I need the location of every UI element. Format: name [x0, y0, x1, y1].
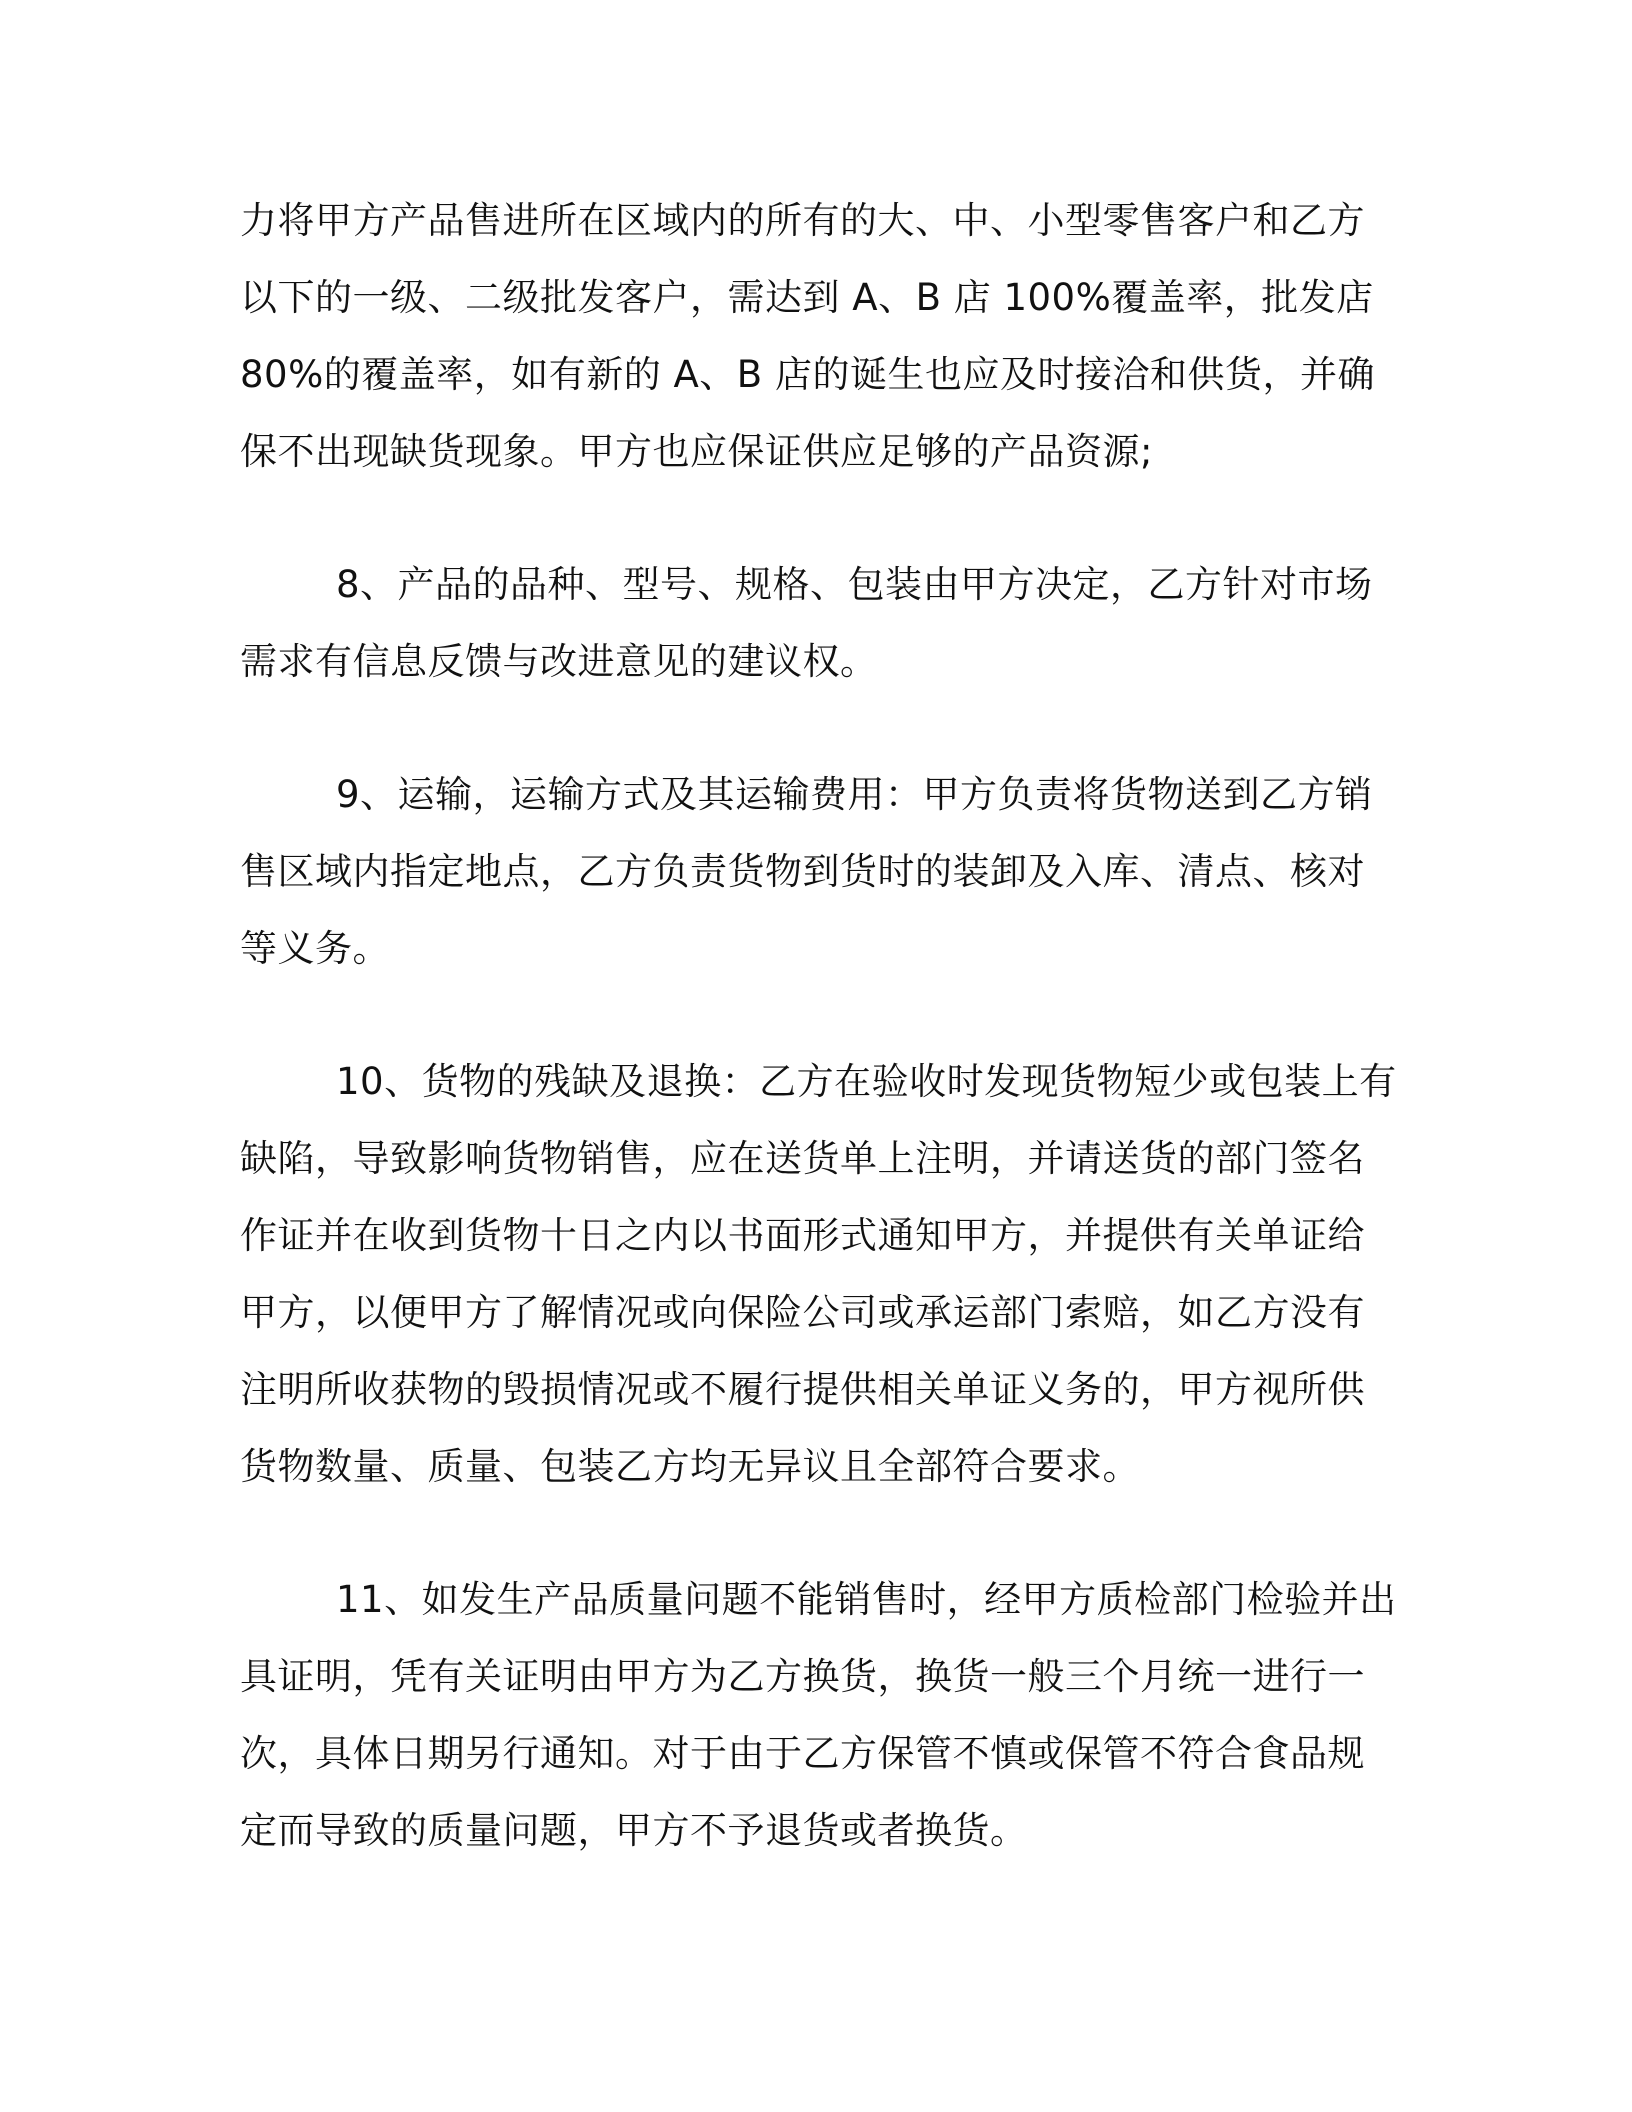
paragraph-gap — [240, 987, 1400, 1043]
paragraph-item-9 — [240, 756, 1400, 987]
paragraph-continuation — [240, 182, 1400, 490]
text-line: 等义务。 — [240, 927, 390, 970]
text-line: 次，具体日期另行通知。对于由于乙方保管不慎或保管不符合食品规 — [240, 1732, 1365, 1775]
paragraph-item-10 — [240, 1043, 1400, 1505]
text-line: 作证并在收到货物十日之内以书面形式通知甲方，并提供有关单证给 — [240, 1214, 1365, 1257]
text-line: 甲方，以便甲方了解情况或向保险公司或承运部门索赔，如乙方没有 — [240, 1291, 1365, 1334]
text-line: 力将甲方产品售进所在区域内的所有的大、中、小型零售客户和乙方 — [240, 199, 1365, 242]
paragraph-gap — [240, 1505, 1400, 1561]
text-line: 售区域内指定地点，乙方负责货物到货时的装卸及入库、清点、核对 — [240, 850, 1365, 893]
text-line: 以下的一级、二级批发客户，需达到 A、B 店 100%覆盖率，批发店 — [240, 276, 1374, 319]
text-line: 80%的覆盖率，如有新的 A、B 店的诞生也应及时接洽和供货，并确 — [240, 353, 1375, 396]
text-line: 注明所收获物的毁损情况或不履行提供相关单证义务的，甲方视所供 — [240, 1368, 1365, 1411]
text-line: 8、产品的品种、型号、规格、包装由甲方决定，乙方针对市场 — [336, 563, 1373, 606]
text-line: 10、货物的残缺及退换：乙方在验收时发现货物短少或包装上有 — [336, 1060, 1397, 1103]
paragraph-item-11 — [240, 1561, 1400, 1869]
text-line: 11、如发生产品质量问题不能销售时，经甲方质检部门检验并出 — [336, 1578, 1397, 1621]
text-line: 货物数量、质量、包装乙方均无异议且全部符合要求。 — [240, 1445, 1140, 1488]
text-line: 需求有信息反馈与改进意见的建议权。 — [240, 640, 878, 683]
paragraph-item-8 — [240, 546, 1400, 700]
text-line: 9、运输，运输方式及其运输费用：甲方负责将货物送到乙方销 — [336, 773, 1373, 816]
paragraph-gap — [240, 490, 1400, 546]
text-line: 缺陷，导致影响货物销售，应在送货单上注明，并请送货的部门签名 — [240, 1137, 1365, 1180]
text-line: 保不出现缺货现象。甲方也应保证供应足够的产品资源; — [240, 430, 1153, 473]
text-line: 具证明，凭有关证明由甲方为乙方换货，换货一般三个月统一进行一 — [240, 1655, 1365, 1698]
paragraph-gap — [240, 700, 1400, 756]
text-line: 定而导致的质量问题，甲方不予退货或者换货。 — [240, 1809, 1028, 1852]
document-body — [240, 182, 1400, 1869]
